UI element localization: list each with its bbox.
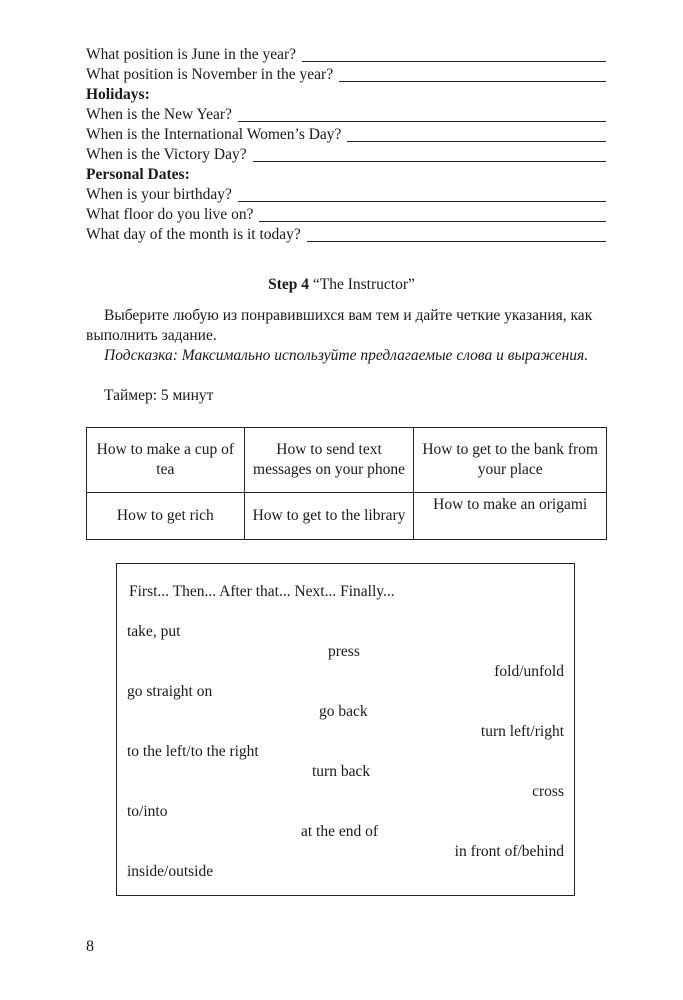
answer-blank[interactable] [302,61,606,62]
topic-cell[interactable]: How to get to the bank from your place [414,428,607,493]
vocab-word: fold/unfold [494,663,564,680]
vocab-word: inside/outside [127,863,214,880]
vocab-word: go straight on [127,683,213,700]
answer-blank[interactable] [238,121,606,122]
step-title [0,276,683,294]
question-november [86,65,606,85]
timer-text: Таймер: 5 минут [104,387,214,404]
holidays-heading: Holidays: [86,86,150,103]
topic-cell[interactable]: How to make an origami [414,493,607,540]
vocab-word: to/into [127,803,168,820]
vocab-word: take, put [127,623,181,640]
vocab-word: in front of/behind [454,843,564,860]
step-number: Step 4 [268,276,310,293]
vocab-word: cross [532,783,564,800]
sequence-words: First... Then... After that... Next... Finally... [129,583,395,600]
question-text: When is the Victory Day? [86,146,247,163]
question-day-of-month [86,225,606,245]
hint-text: Подсказка: Максимально используйте предлагаемые слова и выражения. [104,347,589,364]
vocab-word: press [328,643,360,660]
answer-blank[interactable] [238,201,606,202]
vocab-word: go back [319,703,368,720]
question-june [86,45,606,65]
question-floor [86,205,606,225]
question-text: What position is November in the year? [86,66,334,83]
topics-table [86,427,607,540]
vocabulary-box [116,563,575,896]
question-victory-day [86,145,606,165]
question-text: When is the International Women’s Day? [86,126,342,143]
vocab-word: turn back [312,763,371,780]
page-number: 8 [86,938,94,955]
topic-cell[interactable]: How to get to the library [244,493,414,540]
question-text: When is the New Year? [86,106,232,123]
topic-cell[interactable]: How to get rich [87,493,245,540]
answer-blank[interactable] [253,161,606,162]
table-row [87,493,607,540]
topic-cell[interactable]: How to make a cup of tea [87,428,245,493]
vocab-word: at the end of [301,823,379,840]
table-row [87,428,607,493]
vocab-word: to the left/to the right [127,743,259,760]
step-name: “The Instructor” [312,276,415,293]
answer-blank[interactable] [259,221,606,222]
task-instruction: Выберите любую из понравившихся вам тем и дайте четкие указания, как выполнить задание. [86,307,593,344]
answer-blank[interactable] [339,81,606,82]
question-birthday [86,185,606,205]
question-text: What floor do you live on? [86,206,254,223]
personal-dates-heading: Personal Dates: [86,166,190,183]
question-text: What day of the month is it today? [86,226,301,243]
answer-blank[interactable] [347,141,606,142]
question-text: What position is June in the year? [86,46,297,63]
answer-blank[interactable] [307,241,606,242]
question-womens-day [86,125,606,145]
topic-cell[interactable]: How to send text messages on your phone [244,428,414,493]
question-new-year [86,105,606,125]
vocab-word: turn left/right [480,723,564,740]
question-text: When is your birthday? [86,186,232,203]
